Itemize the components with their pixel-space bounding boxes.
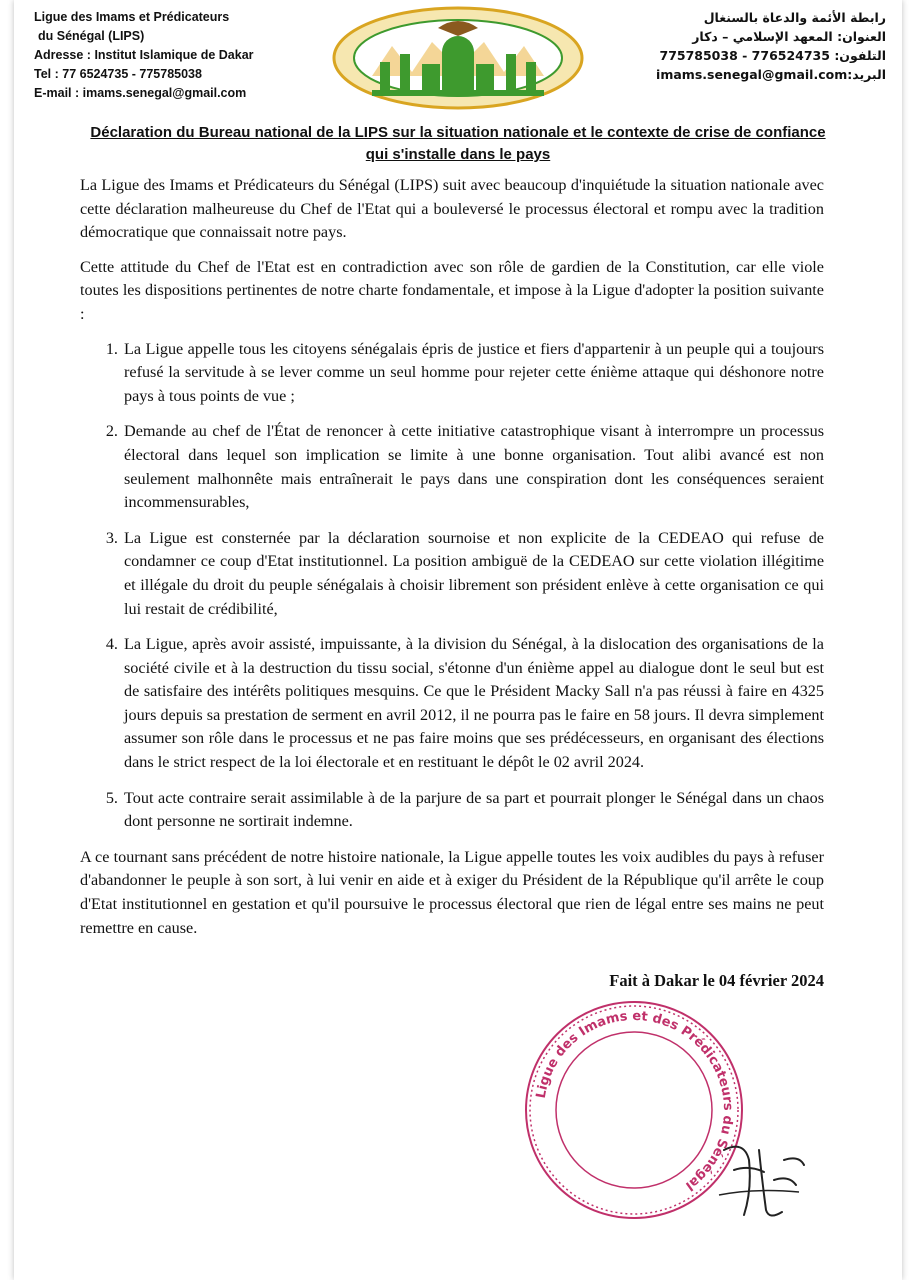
position-item: 3. La Ligue est consternée par la déclaration sournoise et non explicite de la CEDEAO qui refuse de condamner ce coup d'Etat institutionnel. La position ambiguë de la CEDEAO sur cette violation illégitime et illégale du droit du peuple sénégalais à choisir librement son président enlève à cette organisation ce qui lui restait de crédibilité, [122, 527, 824, 621]
org-name-line2: du Sénégal (LIPS) [38, 29, 145, 43]
position-list [80, 338, 824, 834]
email-address: imams.senegal@gmail.com [656, 67, 848, 82]
lips-logo-icon [332, 6, 584, 110]
phone-number: 775785038 - 776524735 [659, 48, 830, 63]
context-paragraph: Cette attitude du Chef de l'Etat est en contradiction avec son rôle de gardien de la Constitution, car elle viole toutes les dispositions pertinentes de notre charte fondamentale, et impose à la Ligue d'adopter la position suivante : [80, 257, 824, 323]
document-page [14, 0, 902, 1280]
org-address: Adresse : Institut Islamique de Dakar [34, 48, 254, 62]
position-item: 4. La Ligue, après avoir assisté, impuissante, à la division du Sénégal, à la dislocation des organisations de la société civile et à la destruction du tissu social, s'étonne d'un énième appel au dialogue dont le seul but est de satisfaire des intérêts politiques mesquins. Ce que le Président Macky Sall n'a pas réussi à faire en 4325 jours depuis sa prestation de serment en avril 2012, il ne pourra pas le faire en 58 jours. Il devra simplement assumer son rôle dans le processus et ne pas faire moins que ses prédécesseurs, en organisant des élections dans le strict respect de la loi électorale et en restituant le dépôt le 02 avril 2024. [122, 633, 824, 775]
org-email: E-mail : imams.senegal@gmail.com [34, 86, 247, 100]
declaration-title: Déclaration du Bureau national de la LIPS sur la situation nationale et le contexte de crise de confiance qui s'installe dans le pays [90, 124, 826, 163]
org-name-line1: Ligue des Imams et Prédicateurs [34, 10, 230, 24]
position-item: 5. Tout acte contraire serait assimilable à de la parjure de sa part et pourrait plonger le Sénégal dans un chaos dont personne ne sortirait indemne. [122, 787, 824, 834]
position-item: 1. La Ligue appelle tous les citoyens sénégalais épris de justice et fiers d'appartenir à un peuple qui a toujours refusé la servitude à se lever comme un seul homme pour rejeter cette énième attaque qui déshonore notre pays à tous points de vue ; [122, 338, 824, 409]
org-phone: Tel : 77 6524735 - 775785038 [34, 67, 202, 81]
position-item: 2. Demande au chef de l'État de renoncer à cette initiative catastrophique visant à interrompre un processus électoral dans lequel son implication se limite à une bonne organisation. Tout alibi avancé est non seulement malhonnête mais entraînerait le pays dans une conspiration dont les conséquences seraient incommensurables, [122, 420, 824, 514]
org-address-arabic: العنوان: المعهد الإسلامي – دكار [692, 29, 886, 44]
letterhead-left [34, 8, 254, 103]
org-email-arabic [656, 65, 886, 84]
phone-label-arabic: التلفون: [834, 48, 886, 63]
letterhead-right [656, 8, 886, 84]
org-phone-arabic [656, 46, 886, 65]
place-date-signoff: Fait à Dakar le 04 février 2024 [609, 971, 824, 990]
closing-paragraph: A ce tournant sans précédent de notre histoire nationale, la Ligue appelle toutes les voix audibles du pays à refuser d'abandonner le peuple à son sort, à lui venir en aide et à exiger du Président de la République qu'il arrête le coup d'Etat institutionnel en gestation et qu'il poursuive le processus électoral que rien de légal entre ses mains ne peut remettre en cause. [80, 847, 824, 937]
org-name-arabic: رابطة الأئمة والدعاة بالسنغال [703, 10, 886, 25]
svg-text:Ligue des Imams et des Prédica: Ligue des Imams et des Prédicateurs du Sénégal [533, 1008, 736, 1194]
email-label-arabic: البريد: [847, 67, 886, 82]
intro-paragraph: La Ligue des Imams et Prédicateurs du Sénégal (LIPS) suit avec beaucoup d'inquiétude la situation nationale avec cette déclaration malheureuse du Chef de l'Etat qui a bouleversé le processus électoral et rompu avec la tradition démocratique que connaissait notre pays. [80, 176, 824, 242]
declaration-body [80, 174, 824, 951]
signature-icon [704, 1120, 814, 1230]
